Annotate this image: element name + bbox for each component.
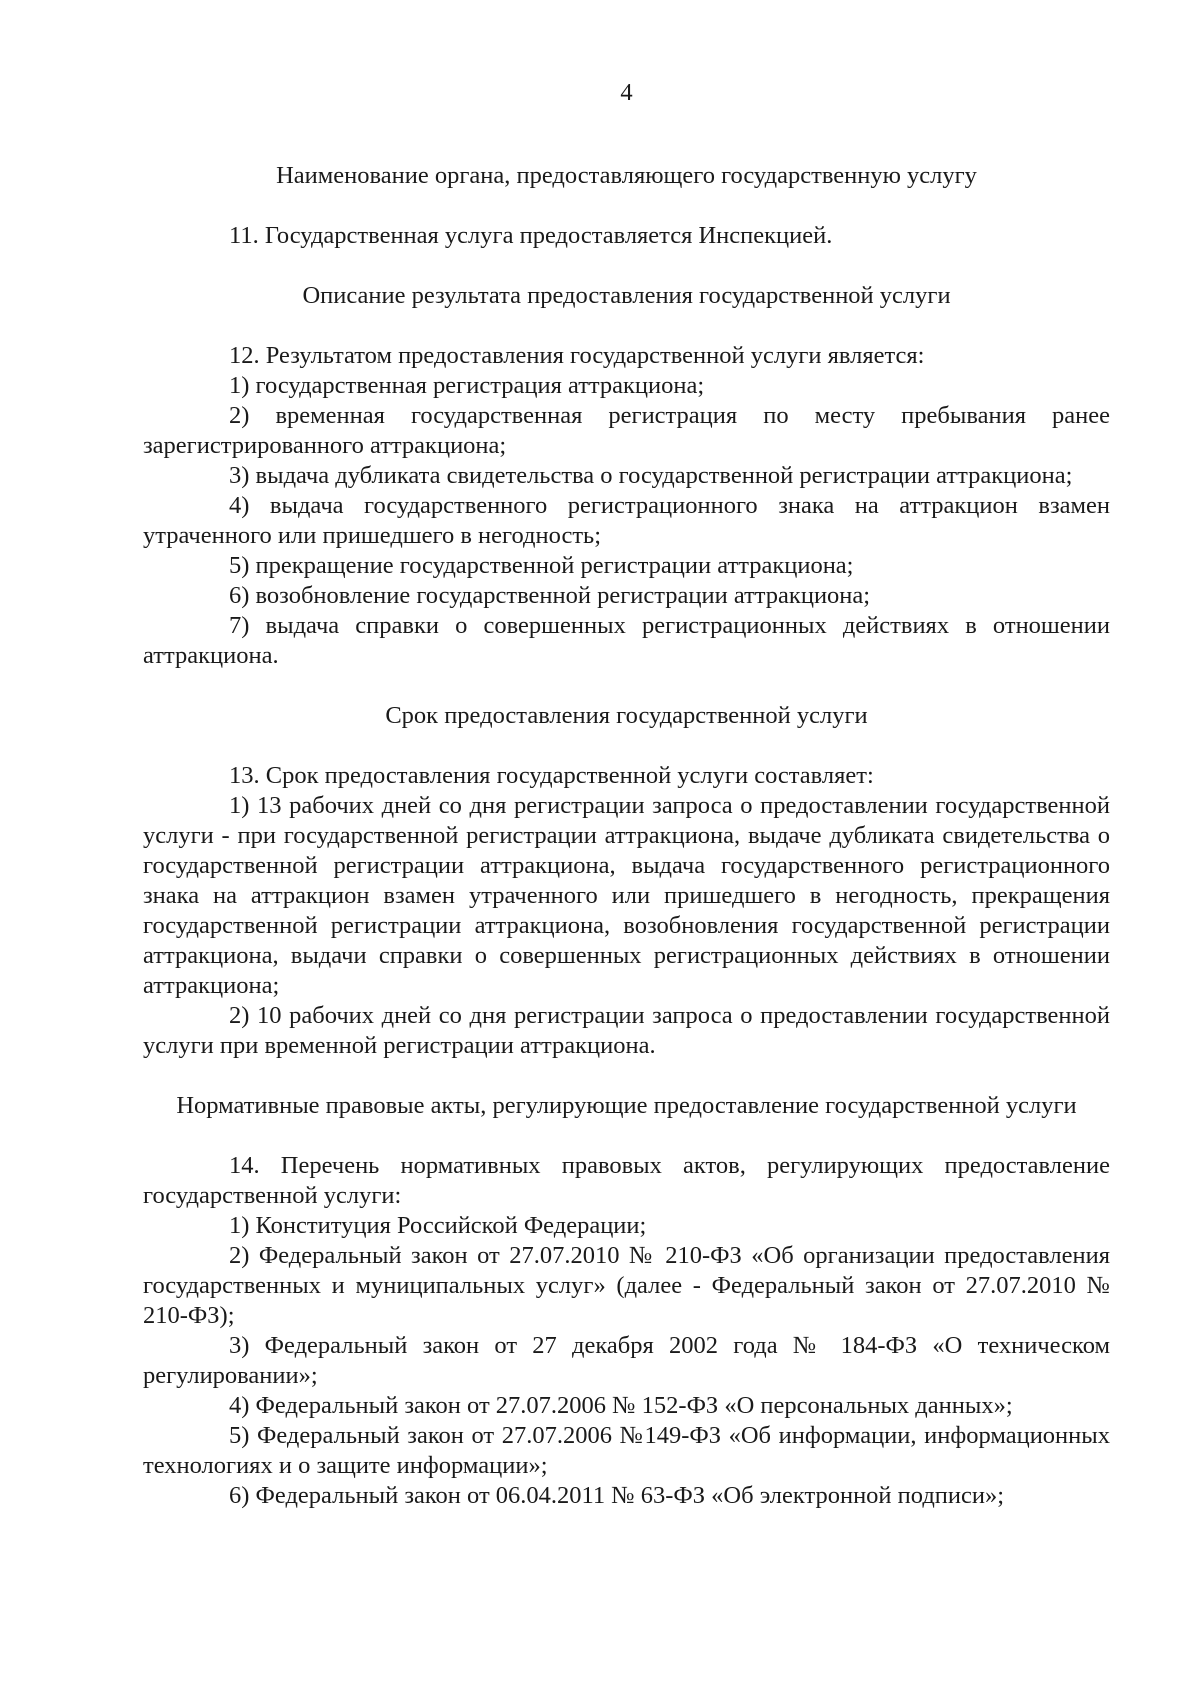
- list-item: 5) прекращение государственной регистрации аттракциона;: [229, 552, 854, 579]
- list-item: 6) возобновление государственной регистрации аттракциона;: [229, 582, 871, 609]
- list-item: 1) государственная регистрация аттракциона;: [229, 372, 705, 399]
- section-heading: Срок предоставления государственной услуги: [385, 702, 868, 729]
- paragraph: 12. Результатом предоставления государственной услуги является:: [229, 342, 925, 369]
- list-item: 2) временная государственная регистрация по месту пребывания ранее зарегистрированного аттракциона;: [143, 402, 1110, 459]
- section-heading: Нормативные правовые акты, регулирующие предоставление государственной услуги: [176, 1092, 1077, 1119]
- list-item: 2) Федеральный закон от 27.07.2010 № 210-ФЗ «Об организации предоставления государственных и муниципальных услуг» (далее - Федеральный закон от 27.07.2010 № 210-ФЗ);: [143, 1242, 1110, 1329]
- list-item: 4) выдача государственного регистрационного знака на аттракцион взамен утраченного или пришедшего в негодность;: [143, 492, 1110, 549]
- list-item: 6) Федеральный закон от 06.04.2011 № 63-ФЗ «Об электронной подписи»;: [229, 1482, 1005, 1509]
- list-item: 1) Конституция Российской Федерации;: [229, 1212, 647, 1239]
- list-item: 3) Федеральный закон от 27 декабря 2002 года № 184-ФЗ «О техническом регулировании»;: [143, 1332, 1110, 1389]
- section-result: [143, 281, 1110, 671]
- list-item: 1) 13 рабочих дней со дня регистрации запроса о предоставлении государственной услуги - при государственной регистрации аттракциона, выдаче дубликата свидетельства о государственной регистрации аттракциона, выдача государственного регистрационного знака на аттракцион взамен утраченного или пришедшего в негодность, прекращения государственной регистрации аттракциона, возобновления государственной регистрации аттракциона, выдачи справки о совершенных регистрационных действиях в отношении аттракциона;: [143, 792, 1110, 999]
- list-item: 5) Федеральный закон от 27.07.2006 №149-ФЗ «Об информации, информационных технологиях и о защите информации»;: [143, 1422, 1110, 1479]
- paragraph: 14. Перечень нормативных правовых актов, регулирующих предоставление государственной услуги:: [143, 1152, 1110, 1209]
- section-legal-acts: [143, 1091, 1110, 1511]
- section-heading: Наименование органа, предоставляющего государственную услугу: [276, 162, 977, 189]
- list-item: 4) Федеральный закон от 27.07.2006 № 152-ФЗ «О персональных данных»;: [229, 1392, 1013, 1419]
- section-heading: Описание результата предоставления государственной услуги: [302, 282, 951, 309]
- list-item: 7) выдача справки о совершенных регистрационных действиях в отношении аттракциона.: [143, 612, 1110, 669]
- list-item: 2) 10 рабочих дней со дня регистрации запроса о предоставлении государственной услуги при временной регистрации аттракциона.: [143, 1002, 1110, 1059]
- page-number: 4: [620, 79, 633, 106]
- document-body: [143, 78, 1110, 1511]
- paragraph: 11. Государственная услуга предоставляется Инспекцией.: [229, 222, 833, 249]
- paragraph: 13. Срок предоставления государственной услуги составляет:: [229, 762, 874, 789]
- list-item: 3) выдача дубликата свидетельства о государственной регистрации аттракциона;: [229, 462, 1073, 489]
- section-term: [143, 701, 1110, 1061]
- section-authority: [143, 161, 1110, 251]
